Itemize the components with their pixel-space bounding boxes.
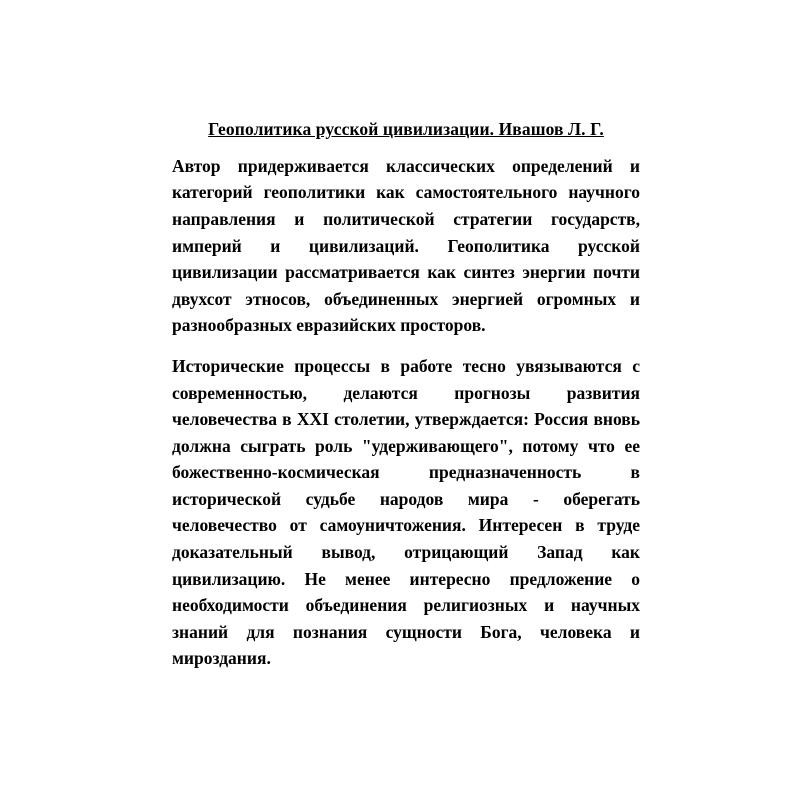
paragraph-1: Автор придерживается классических определений и категорий геополитики как самостоятельного научного направления и политической стратегии государств, империй и цивилизаций. Геополитика русской цивилизации рассматривается как синтез энергии почти двухсот этносов, объединенных энергией огромных и разнообразных евразийских просторов. [172, 155, 640, 336]
page-title: Геополитика русской цивилизации. Ивашов Л. Г. [208, 119, 604, 139]
paragraph-2: Исторические процессы в работе тесно увязываются с современностью, делаются прогнозы развития человечества в XXI столетии, утверждается: Россия вновь должна сыграть роль "удерживающего", потому что ее божественно-космическая предназначенность в исторической судьбе народов мира - оберегать человечество от самоуничтожения. Интересен в труде доказательный вывод, отрицающий Запад как цивилизацию. Не менее интересно предложение о необходимости объединения религиозных и научных знаний для познания сущности Бога, человека и мироздания. [172, 355, 640, 669]
document-content [172, 118, 640, 672]
